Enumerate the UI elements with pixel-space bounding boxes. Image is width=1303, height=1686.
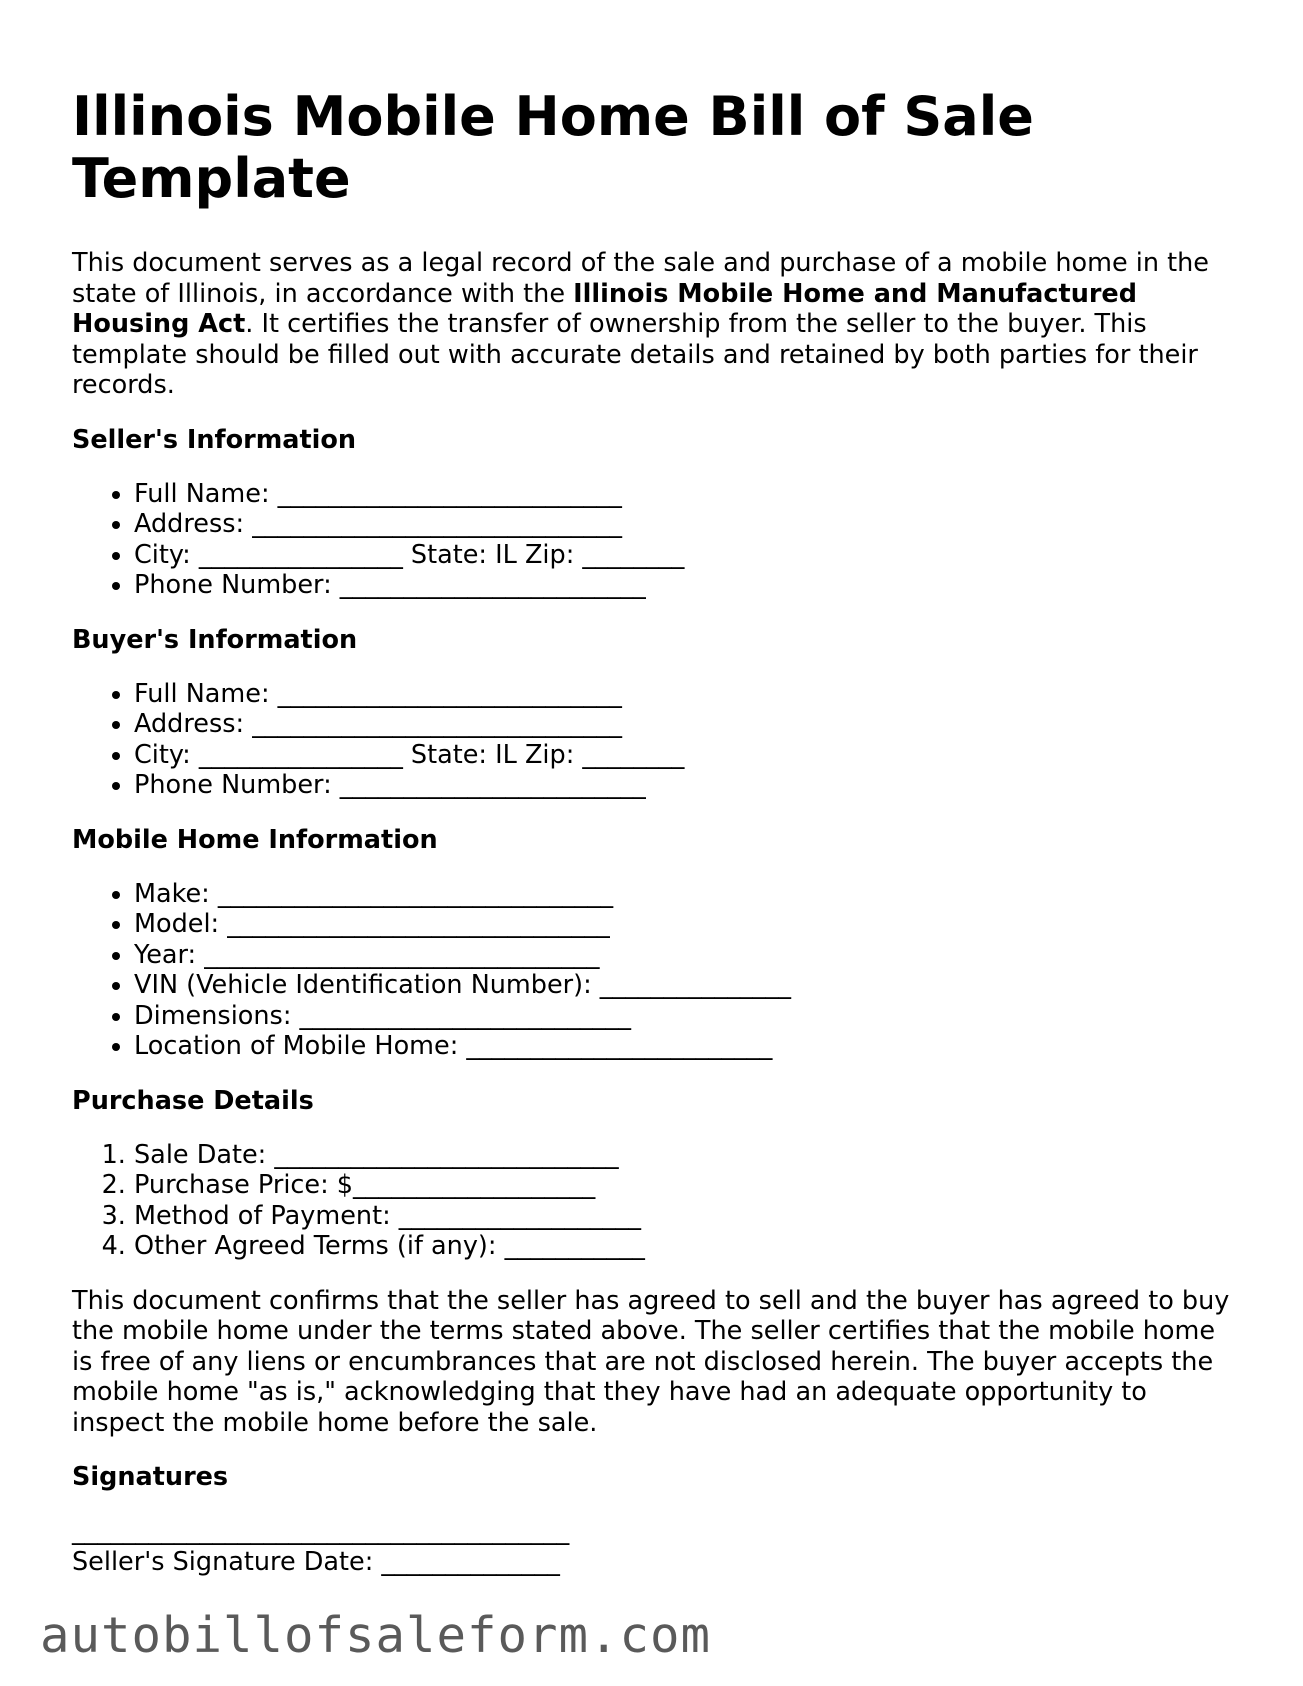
page-title: Illinois Mobile Home Bill of Sale Template — [72, 85, 1034, 210]
signatures-heading: Signatures — [72, 1462, 229, 1492]
seller-city-state-zip-field[interactable]: • City: ________________ State: IL Zip: ________ — [134, 540, 1242, 571]
dimensions-field[interactable]: • Dimensions: __________________________ — [134, 1001, 1242, 1032]
buyer-full-name-field[interactable]: • Full Name: ___________________________ — [134, 679, 1242, 710]
sale-date-field[interactable]: 1. Sale Date: ___________________________ — [134, 1140, 1242, 1171]
mobile-home-list — [72, 879, 1242, 1062]
seller-full-name-field[interactable]: • Full Name: ___________________________ — [134, 479, 1242, 510]
purchase-list — [72, 1140, 1242, 1262]
seller-signature-label[interactable]: Seller's Signature Date: ______________ — [72, 1546, 560, 1577]
year-field[interactable]: • Year: _______________________________ — [134, 940, 1242, 971]
seller-phone-field[interactable]: • Phone Number: ________________________ — [134, 570, 1242, 601]
watermark: autobillofsaleform.com — [40, 1607, 712, 1664]
vin-field[interactable]: • VIN (Vehicle Identification Number): _______________ — [134, 970, 1242, 1001]
intro-paragraph — [72, 248, 1242, 401]
intro-text-1: This document serves as a legal record of the sale and purchase of a mobile home in the state of Illinois, in accordance with the — [72, 248, 1209, 309]
buyer-list — [72, 679, 1242, 801]
other-terms-field[interactable]: 4. Other Agreed Terms (if any): ___________ — [134, 1231, 1242, 1262]
buyer-phone-field[interactable]: • Phone Number: ________________________ — [134, 770, 1242, 801]
location-field[interactable]: • Location of Mobile Home: ________________________ — [134, 1031, 1242, 1062]
intro-text-2: . It certifies the transfer of ownership from the seller to the buyer. This template should be filled out with accurate details and retained by both parties for their records. — [72, 309, 1198, 400]
model-field[interactable]: • Model: ______________________________ — [134, 909, 1242, 940]
buyer-city-state-zip-field[interactable]: • City: ________________ State: IL Zip: ________ — [134, 740, 1242, 771]
seller-address-field[interactable]: • Address: _____________________________ — [134, 509, 1242, 540]
make-field[interactable]: • Make: _______________________________ — [134, 879, 1242, 910]
seller-list — [72, 479, 1242, 601]
seller-signature-line[interactable]: _______________________________________ — [72, 1516, 570, 1546]
purchase-price-field[interactable]: 2. Purchase Price: $___________________ — [134, 1170, 1242, 1201]
mobile-home-heading: Mobile Home Information — [72, 824, 438, 855]
purchase-heading: Purchase Details — [72, 1085, 314, 1116]
seller-heading: Seller's Information — [72, 424, 357, 455]
intro-act-name: Illinois Mobile Home and Manufactured Housing Act — [72, 278, 1137, 339]
buyer-heading: Buyer's Information — [72, 624, 358, 655]
payment-method-field[interactable]: 3. Method of Payment: ___________________ — [134, 1201, 1242, 1232]
document-page — [72, 86, 1242, 1577]
buyer-address-field[interactable]: • Address: _____________________________ — [134, 709, 1242, 740]
closing-paragraph: This document confirms that the seller has agreed to sell and the buyer has agreed to buy the mobile home under the terms stated above. The seller certifies that the mobile home is free of any liens or encumbrances that are not disclosed herein. The buyer accepts the mobile home "as is," acknowledging that they have had an adequate opportunity to inspect the mobile home before the sale. — [72, 1285, 1230, 1438]
